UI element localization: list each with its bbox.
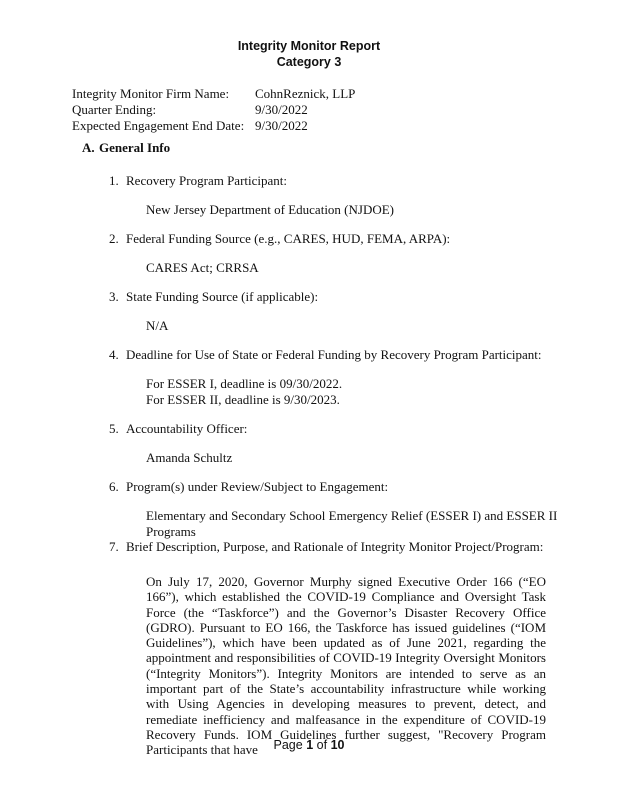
item-question: Program(s) under Review/Subject to Engagement:	[126, 479, 389, 494]
answer-line: For ESSER I, deadline is 09/30/2022.	[146, 376, 343, 391]
meta-value: CohnReznick, LLP	[255, 86, 356, 101]
page-prefix: Page	[273, 738, 303, 752]
item-question: Deadline for Use of State or Federal Funding by Recovery Program Participant:	[126, 347, 542, 362]
meta-firm-row	[72, 86, 355, 102]
item-number: 7.	[109, 539, 119, 554]
question-item	[109, 539, 543, 555]
question-item	[109, 289, 318, 305]
meta-end-date-row	[72, 118, 308, 134]
meta-label: Expected Engagement End Date:	[72, 118, 245, 133]
question-item	[109, 347, 542, 363]
report-title: Integrity Monitor Report	[237, 39, 381, 53]
item-answer: CARES Act; CRRSA	[146, 260, 259, 275]
item-number: 1.	[109, 173, 119, 188]
item-question: State Funding Source (if applicable):	[126, 289, 319, 304]
report-category: Category 3	[276, 55, 342, 69]
item-number: 2.	[109, 231, 119, 246]
answer-line: For ESSER II, deadline is 9/30/2023.	[146, 392, 340, 407]
item-number: 4.	[109, 347, 119, 362]
item-answer: Elementary and Secondary School Emergency Relief (ESSER I) and ESSER II Programs	[146, 508, 558, 539]
item-question: Accountability Officer:	[126, 421, 248, 436]
meta-value: 9/30/2022	[255, 118, 308, 133]
question-item	[109, 479, 388, 495]
item-number: 3.	[109, 289, 119, 304]
meta-quarter-row	[72, 102, 308, 118]
meta-label: Quarter Ending:	[72, 102, 157, 117]
item-answer	[146, 376, 566, 408]
question-item	[109, 173, 287, 189]
item-number: 6.	[109, 479, 119, 494]
section-heading	[82, 140, 170, 156]
item-question: Federal Funding Source (e.g., CARES, HUD, FEMA, ARPA):	[126, 231, 451, 246]
item-question: Brief Description, Purpose, and Rationale of Integrity Monitor Project/Program:	[126, 539, 544, 554]
section-title: General Info	[99, 140, 171, 155]
item-answer: New Jersey Department of Education (NJDOE)	[146, 202, 395, 217]
question-item	[109, 421, 247, 437]
item-question: Recovery Program Participant:	[126, 173, 288, 188]
description-paragraph: On July 17, 2020, Governor Murphy signed Executive Order 166 (“EO 166”), which established the COVID-19 Compliance and Oversight Task Force (the “Taskforce”) and the Governor’s Disaster Recovery Office (GDRO). Pursuant to EO 166, the Taskforce has issued guidelines (“IOM Guidelines”), which have been updated as of June 2021, regarding the appointment and responsibilities of COVID-19 Integrity Oversight Monitors (“Integrity Monitors”). Integrity Monitors are intended to serve as an important part of the State’s accountability infrastructure while working with Using Agencies in developing measures to prevent, detect, and remediate inefficiency and malfeasance in the expenditure of COVID-19 Recovery Funds. IOM Guidelines further suggest, "Recovery Program Participants that have	[146, 574, 546, 758]
item-number: 5.	[109, 421, 119, 436]
meta-value: 9/30/2022	[255, 102, 308, 117]
meta-label: Integrity Monitor Firm Name:	[72, 86, 230, 101]
section-letter: A.	[82, 140, 95, 155]
page-footer	[0, 738, 618, 752]
total-pages: 10	[330, 738, 345, 752]
item-answer: N/A	[146, 318, 169, 333]
page-sep: of	[316, 738, 328, 752]
item-answer: Amanda Schultz	[146, 450, 233, 465]
question-item	[109, 231, 450, 247]
current-page: 1	[306, 738, 314, 752]
